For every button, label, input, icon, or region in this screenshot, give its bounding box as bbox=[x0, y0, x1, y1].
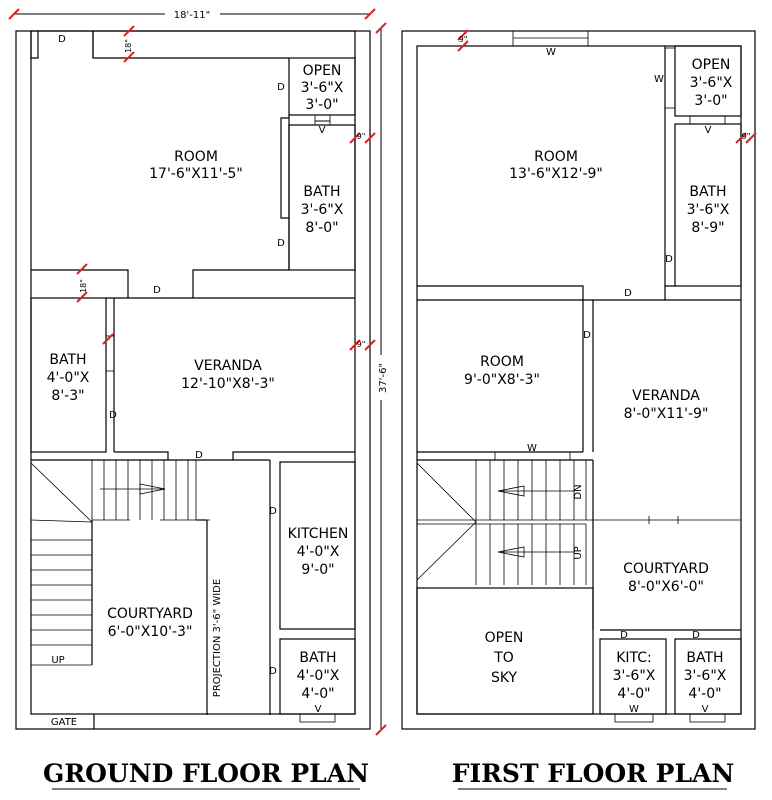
gf-bath2-size-2: 8'-3" bbox=[51, 388, 85, 404]
ff-room1-size: 13'-6"X12'-9" bbox=[509, 166, 603, 182]
gf-door-mark: D bbox=[269, 506, 277, 517]
ff-window-mark: W bbox=[546, 47, 556, 58]
gf-bath3-name: BATH bbox=[299, 650, 337, 666]
gf-veranda-name: VERANDA bbox=[194, 358, 262, 374]
gf-wall-dim: 18" bbox=[124, 39, 133, 53]
gf-wall-dim: 9" bbox=[356, 132, 366, 141]
gf-door-mark: D bbox=[269, 666, 277, 677]
ff-window-mark: W bbox=[527, 443, 537, 454]
ff-kitchen-name: KITC: bbox=[616, 650, 652, 666]
ff-open-size-1: 3'-6"X bbox=[689, 75, 733, 91]
ff-dn-label: DN bbox=[573, 484, 584, 500]
gf-bath2-size-1: 4'-0"X bbox=[46, 370, 90, 386]
gf-bath1-name: BATH bbox=[303, 184, 341, 200]
ff-courtyard-size: 8'-0"X6'-0" bbox=[628, 579, 704, 595]
gf-wall-dim: 18" bbox=[79, 279, 88, 293]
gf-kitchen-name: KITCHEN bbox=[287, 526, 349, 542]
gf-open-size-1: 3'-6"X bbox=[300, 80, 344, 96]
gf-up-label: UP bbox=[51, 655, 65, 666]
ff-open-name: OPEN bbox=[691, 57, 731, 73]
ff-bath1-size-1: 3'-6"X bbox=[686, 202, 730, 218]
gf-bath1-size-2: 8'-0" bbox=[305, 220, 339, 236]
first-floor-plan bbox=[402, 30, 756, 789]
ff-up-label: UP bbox=[573, 546, 584, 560]
gf-door-mark: D bbox=[58, 34, 66, 45]
ff-bath1-name: BATH bbox=[689, 184, 727, 200]
ff-bath2-size-2: 4'-0" bbox=[688, 686, 722, 702]
gf-title: GROUND FLOOR PLAN bbox=[43, 759, 369, 788]
gf-vent-mark: V bbox=[314, 704, 322, 715]
ff-veranda-name: VERANDA bbox=[632, 388, 700, 404]
gf-open-name: OPEN bbox=[302, 63, 342, 79]
ff-bath2-size-1: 3'-6"X bbox=[683, 668, 727, 684]
gf-veranda-size: 12'-10"X8'-3" bbox=[181, 376, 275, 392]
gf-bath3-size-2: 4'-0" bbox=[301, 686, 335, 702]
gf-door-mark: D bbox=[195, 450, 203, 461]
ff-sky-line-1: OPEN bbox=[484, 630, 524, 646]
ff-door-mark: D bbox=[665, 254, 673, 265]
gf-door-mark: D bbox=[277, 82, 285, 93]
width-dimension: 18'-11" bbox=[173, 10, 211, 21]
gf-wall-dim: 9" bbox=[356, 340, 366, 349]
ff-veranda-size: 8'-0"X11'-9" bbox=[623, 406, 709, 422]
ff-window-mark: W bbox=[654, 74, 664, 85]
gf-gate-label: GATE bbox=[50, 717, 78, 728]
ff-window-mark: W bbox=[629, 704, 639, 715]
gf-bath3-size-1: 4'-0"X bbox=[296, 668, 340, 684]
ff-wall-dim: 9" bbox=[458, 35, 468, 44]
ff-door-mark: D bbox=[583, 330, 591, 341]
ff-door-mark: D bbox=[692, 630, 700, 641]
ff-room2-name: ROOM bbox=[480, 354, 524, 370]
ff-door-mark: D bbox=[624, 288, 632, 299]
ff-wall-dim: 9" bbox=[741, 132, 751, 141]
gf-bath2-name: BATH bbox=[49, 352, 87, 368]
gf-projection-label: PROJECTION 3'-6" WIDE bbox=[212, 578, 223, 698]
gf-door-mark: D bbox=[109, 410, 117, 421]
gf-vent-mark: V bbox=[318, 125, 326, 136]
height-dimension: 37'-6" bbox=[378, 362, 389, 394]
ff-title: FIRST FLOOR PLAN bbox=[451, 759, 735, 788]
ff-door-mark: D bbox=[620, 630, 628, 641]
gf-courtyard-name: COURTYARD bbox=[107, 606, 193, 622]
gf-door-mark: D bbox=[153, 285, 161, 296]
gf-kitchen-size-2: 9'-0" bbox=[301, 562, 335, 578]
ff-vent-mark: V bbox=[701, 704, 709, 715]
gf-kitchen-size-1: 4'-0"X bbox=[296, 544, 340, 560]
gf-bath1-size-1: 3'-6"X bbox=[300, 202, 344, 218]
ff-kitchen-size-2: 4'-0" bbox=[617, 686, 651, 702]
ff-bath2-name: BATH bbox=[686, 650, 724, 666]
ff-courtyard-name: COURTYARD bbox=[623, 561, 709, 577]
ff-kitchen-size-1: 3'-6"X bbox=[612, 668, 656, 684]
ff-room2-size: 9'-0"X8'-3" bbox=[464, 372, 540, 388]
gf-room-size: 17'-6"X11'-5" bbox=[149, 166, 243, 182]
ff-open-size-2: 3'-0" bbox=[694, 93, 728, 109]
gf-room-name: ROOM bbox=[174, 149, 218, 165]
gf-courtyard-size: 6'-0"X10'-3" bbox=[107, 624, 193, 640]
ff-sky-line-3: SKY bbox=[490, 670, 518, 686]
ff-bath1-size-2: 8'-9" bbox=[691, 220, 725, 236]
ff-vent-mark: V bbox=[704, 125, 712, 136]
ground-floor-plan bbox=[16, 26, 375, 789]
gf-door-mark: D bbox=[277, 238, 285, 249]
ff-sky-line-2: TO bbox=[494, 650, 514, 666]
ff-room1-name: ROOM bbox=[534, 149, 578, 165]
gf-open-size-2: 3'-0" bbox=[305, 97, 339, 113]
